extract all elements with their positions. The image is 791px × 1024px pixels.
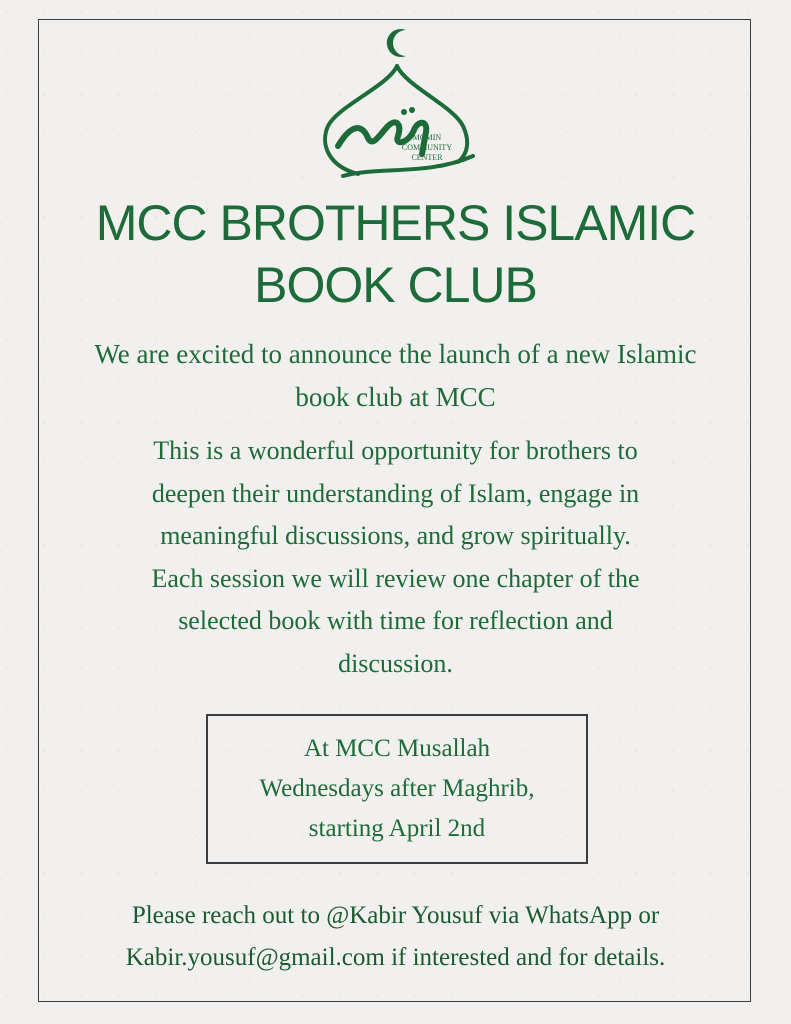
event-schedule: Wednesdays after Maghrib, <box>259 775 535 802</box>
logo-word-momin: MOMIN <box>412 133 442 142</box>
title-line-2: BOOK CLUB <box>254 257 537 313</box>
intro-text <box>40 333 751 419</box>
logo-word-center: CENTER <box>411 153 443 162</box>
contact-line-2: Kabir.yousuf@gmail.com if interested and for details. <box>125 944 666 971</box>
title-line-1: MCC BROTHERS ISLAMIC <box>95 195 696 251</box>
event-start-date: starting April 2nd <box>308 815 486 842</box>
description-line: meaningful discussions, and grow spiritually. <box>160 521 631 550</box>
description-line: discussion. <box>338 648 453 678</box>
event-info-box <box>206 714 588 864</box>
description-line: deepen their understanding of Islam, engage in <box>151 478 640 508</box>
contact-line-1: Please reach out to @Kabir Yousuf via WhatsApp or <box>131 902 660 929</box>
logo-word-community: COMMUNITY <box>401 143 453 152</box>
dome-outline <box>325 66 397 174</box>
intro-line-1: We are excited to announce the launch of a new Islamic <box>94 339 697 369</box>
description-line: This is a wonderful opportunity for brothers to <box>153 436 638 465</box>
description-line: Each session we will review one chapter of the <box>151 563 640 593</box>
event-location: At MCC Musallah <box>303 735 491 762</box>
description-text <box>90 430 701 685</box>
logo-lettering <box>392 133 462 163</box>
contact-text <box>40 895 751 979</box>
intro-line-2: book club at MCC <box>295 382 496 412</box>
description-line: selected book with time for reflection and <box>178 606 613 635</box>
crescent-icon <box>387 29 406 57</box>
